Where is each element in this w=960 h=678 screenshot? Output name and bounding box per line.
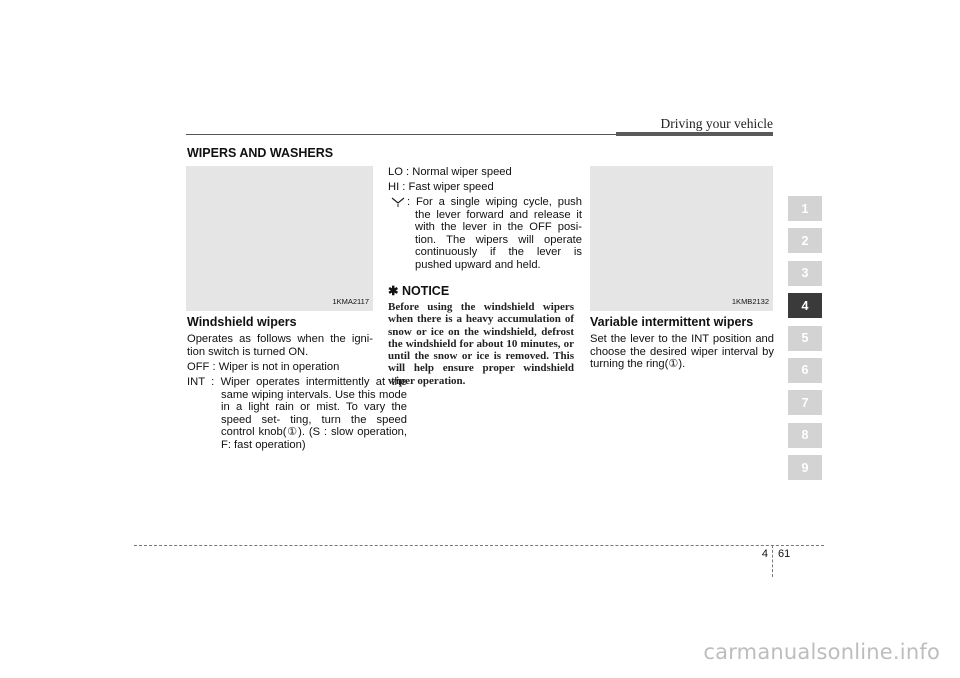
- image-code: 1KMB2132: [731, 297, 769, 306]
- mist-icon: [390, 195, 406, 209]
- variable-intermittent-body: Set the lever to the INT position and choose the desired wiper interval by turning the ring(①).: [590, 333, 774, 370]
- mist-mode-text: : For a single wiping cycle, push the lever forward and release it with the lever in the OFF posi- tion. The wipers will operate continuously if the lever is pushed upward and held.: [407, 196, 582, 271]
- footer-chapter-number: 4: [761, 548, 768, 560]
- footer-rule: [134, 545, 824, 546]
- windshield-wipers-intro: Operates as follows when the igni- tion switch is turned ON.: [187, 333, 373, 358]
- notice-title: ✱ NOTICE: [388, 284, 450, 298]
- lo-mode-line: LO : Normal wiper speed: [388, 166, 512, 178]
- chapter-tab[interactable]: 6: [788, 358, 822, 383]
- footer-divider: [772, 545, 773, 577]
- windshield-wipers-heading: Windshield wipers: [187, 315, 297, 329]
- chapter-tab-active[interactable]: 4: [788, 293, 822, 318]
- variable-intermittent-heading: Variable intermittent wipers: [590, 315, 754, 329]
- header-rule: [186, 134, 616, 135]
- watermark: carmanualsonline.info: [703, 640, 940, 664]
- header-rule-accent: [616, 132, 773, 136]
- chapter-tab[interactable]: 7: [788, 390, 822, 415]
- chapter-tab[interactable]: 9: [788, 455, 822, 480]
- off-mode-line: OFF : Wiper is not in operation: [187, 361, 340, 373]
- chapter-tab[interactable]: 1: [788, 196, 822, 221]
- section-title: WIPERS AND WASHERS: [187, 146, 334, 160]
- running-header: Driving your vehicle: [660, 116, 773, 131]
- int-mode-line: INT : Wiper operates intermittently at the same wiping intervals. Use this mode in a light rain or mist. To vary the speed set- ting, turn the speed control knob(①). (S : slow operation, F: fast operation): [187, 376, 407, 451]
- chapter-tabs: [788, 196, 822, 488]
- intermittent-wiper-photo: [590, 166, 773, 311]
- chapter-tab[interactable]: 5: [788, 326, 822, 351]
- chapter-tab[interactable]: 3: [788, 261, 822, 286]
- notice-body: Before using the windshield wipers when there is a heavy accumulation of snow or ice on the windshield, defrost the windshield for about 10 minutes, or until the snow or ice is removed. This will help ensure proper windshield wiper operation.: [388, 301, 574, 387]
- hi-mode-line: HI : Fast wiper speed: [388, 181, 494, 193]
- footer-page-number: 61: [778, 548, 791, 560]
- chapter-tab[interactable]: 8: [788, 423, 822, 448]
- image-code: 1KMA2117: [332, 297, 369, 306]
- chapter-tab[interactable]: 2: [788, 228, 822, 253]
- windshield-wiper-photo: [186, 166, 373, 311]
